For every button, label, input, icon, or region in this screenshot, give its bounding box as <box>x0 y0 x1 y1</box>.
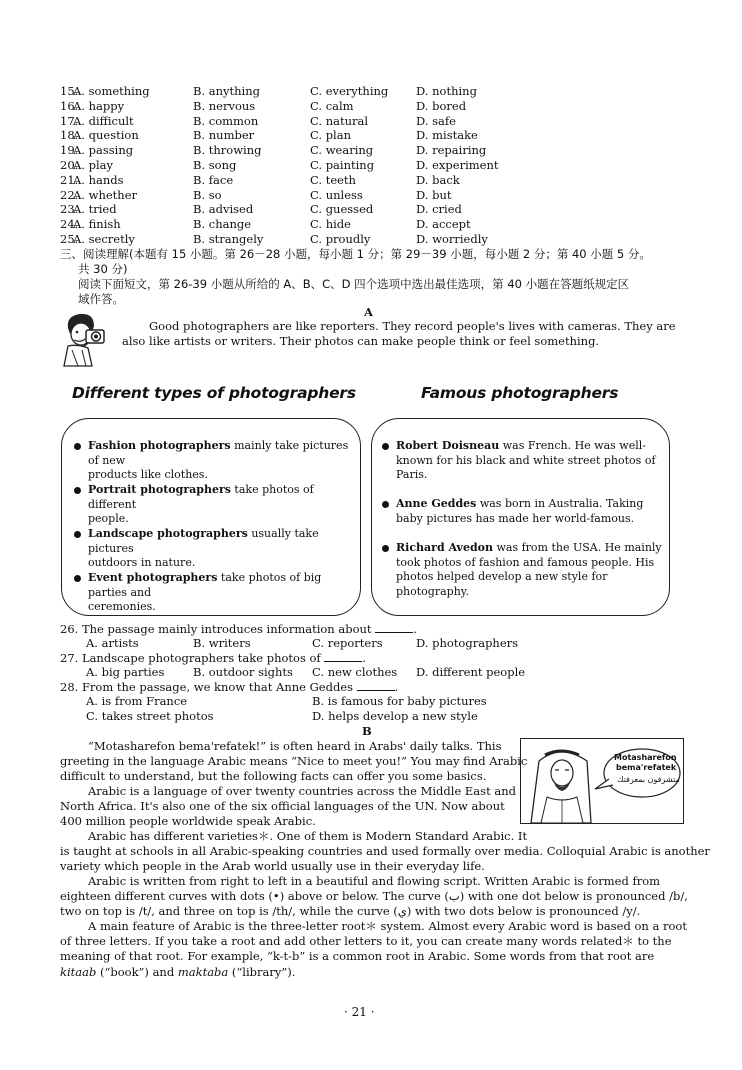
gloss: (“book”) and <box>96 964 178 979</box>
option-a: A. big parties <box>86 665 165 679</box>
desc: was from the USA. He mainly <box>492 541 662 554</box>
question-number: 24. <box>60 217 79 232</box>
option-b: B. advised <box>193 202 254 217</box>
bullet-icon <box>382 501 389 508</box>
desc: took photos of fashion and famous people. His <box>396 555 655 569</box>
option-c: C. wearing <box>310 143 374 158</box>
option-d: D. worriedly <box>416 232 488 246</box>
cloze-option-row <box>60 173 700 188</box>
question-28-options-1 <box>60 694 700 709</box>
question-27: 27. Landscape photographers take photos of . <box>60 651 366 665</box>
question-stem: 27. Landscape photographers take photos of <box>60 651 321 665</box>
option-c: C. hide <box>310 217 351 232</box>
passage-b-line: 400 million people worldwide speak Arabic. <box>60 814 316 829</box>
question-number: 25. <box>60 232 79 246</box>
arabic-word: kitaab <box>60 964 97 979</box>
option-b: B. change <box>193 217 252 232</box>
option-a: A. finish <box>73 217 121 232</box>
desc: baby pictures has made her world-famous. <box>396 511 635 525</box>
famous-photographers-box <box>371 418 670 616</box>
cloze-option-row <box>60 202 700 217</box>
passage-b-line: Arabic is a language of over twenty countries across the Middle East and <box>88 784 516 798</box>
cloze-option-row <box>60 84 700 99</box>
passage-b-line <box>60 965 295 979</box>
option-d: D. different people <box>416 665 526 679</box>
desc: people. <box>88 512 129 525</box>
passage-b-label: B <box>362 724 372 738</box>
cloze-option-row <box>60 188 700 203</box>
passage-a-intro-2: also like artists or writers. Their photos can make people think or feel something. <box>122 334 600 348</box>
question-stem: 28. From the passage, we know that Anne Geddes <box>60 680 354 694</box>
option-b: B. face <box>193 172 234 187</box>
option-b: B. so <box>193 187 222 202</box>
desc: photos helped develop a new style for photography. <box>396 570 608 598</box>
option-a: A. happy <box>73 98 125 113</box>
desc: usually take pictures <box>88 527 319 555</box>
passage-a-intro-1: Good photographers are like reporters. They record people's lives with cameras. They are <box>149 319 676 333</box>
option-a: A. passing <box>73 143 134 158</box>
passage-b-line: eighteen different curves with dots (•) above or below. The curve (ب) with one dot below is pronounced /b/, <box>60 889 688 904</box>
passage-b-line: “Motasharefon bema'refatek!” is often heard in Arabs' daily talks. This <box>88 739 502 753</box>
bullet-icon <box>74 531 81 538</box>
option-d: D. mistake <box>416 128 478 143</box>
desc: take photos of different <box>88 483 314 511</box>
option-d: D. experiment <box>416 158 499 172</box>
cloze-option-row <box>60 128 700 143</box>
bullet-icon <box>74 443 81 450</box>
question-26-options <box>60 636 700 651</box>
option-c: C. calm <box>310 98 354 113</box>
desc: was French. He was well- <box>499 439 646 452</box>
term: Fashion photographers <box>88 439 231 452</box>
speech-bubble-line-1: Motasharefon <box>614 753 677 762</box>
bullet-icon <box>382 443 389 450</box>
option-d: D. accept <box>416 217 471 232</box>
term: Landscape photographers <box>88 527 248 540</box>
desc: products like clothes. <box>88 468 208 481</box>
desc: ceremonies. <box>88 600 156 613</box>
option-c: C. guessed <box>310 202 374 217</box>
desc: was born in Australia. Taking <box>476 497 644 510</box>
option-c: C. plan <box>310 128 352 143</box>
option-c: C. teeth <box>310 172 356 187</box>
question-26: 26. The passage mainly introduces information about . <box>60 622 417 636</box>
answer-blank <box>357 680 395 691</box>
option-a: A. is from France <box>86 694 188 708</box>
option-a: A. difficult <box>73 113 134 128</box>
option-b: B. is famous for baby pictures <box>312 694 487 708</box>
cloze-option-row <box>60 99 700 114</box>
question-number: 20. <box>60 158 79 172</box>
speech-bubble-line-2: bema'refatek <box>616 763 677 772</box>
term: Portrait photographers <box>88 483 231 496</box>
term: Robert Doisneau <box>396 439 500 452</box>
option-a: A. hands <box>73 172 124 187</box>
cloze-option-row <box>60 232 700 247</box>
option-b: B. writers <box>193 636 251 650</box>
speech-bubble-arabic: متشرفون بمعرفتك <box>617 775 680 784</box>
passage-b-line: Arabic has different varieties＊. One of them is Modern Standard Arabic. It <box>88 829 528 843</box>
passage-b-line: of three letters. If you take a root and add other letters to it, you can create many words related＊ to the <box>60 934 672 949</box>
photographer-types-box <box>61 418 361 616</box>
option-d: D. safe <box>416 113 456 128</box>
option-a: A. artists <box>86 636 139 650</box>
option-a: A. something <box>73 84 150 98</box>
option-c: C. reporters <box>312 636 383 650</box>
passage-b-line: variety which people in the Arab world usually use in their everyday life. <box>60 859 485 874</box>
option-d: D. photographers <box>416 636 519 650</box>
passage-b-line: meaning of that root. For example, “k-t-b” is a common root in Arabic. Some words from that root are <box>60 949 655 964</box>
passage-b-line: A main feature of Arabic is the three-letter root＊ system. Almost every Arabic word is based on a root <box>88 919 687 933</box>
section-heading-score: 共 30 分) <box>78 262 128 276</box>
option-d: D. helps develop a new style <box>312 709 478 723</box>
question-number: 21. <box>60 172 79 187</box>
cloze-option-row <box>60 217 700 232</box>
option-c: C. painting <box>310 158 375 172</box>
option-a: A. play <box>73 158 114 172</box>
page-number: · 21 · <box>344 1005 375 1019</box>
option-b: B. outdoor sights <box>193 665 293 679</box>
option-c: C. everything <box>310 84 389 98</box>
option-d: D. nothing <box>416 84 477 98</box>
option-b: B. throwing <box>193 143 262 158</box>
question-number: 15. <box>60 84 79 98</box>
cloze-option-row <box>60 114 700 129</box>
question-28: 28. From the passage, we know that Anne Geddes . <box>60 680 399 694</box>
passage-b-line: is taught at schools in all Arabic-speaking countries and used formally over media. Colloquial Arabic is another <box>60 844 710 859</box>
question-number: 23. <box>60 202 79 217</box>
option-c: C. proudly <box>310 232 371 246</box>
question-number: 17. <box>60 113 79 128</box>
photographer-illustration <box>58 310 114 368</box>
desc: Paris. <box>396 468 428 481</box>
option-b: B. number <box>193 128 255 143</box>
bullet-icon <box>382 545 389 552</box>
answer-blank <box>375 622 413 633</box>
passage-b-line: two on top is /t/, and three on top is /th/, while the curve (ي) with two dots below is pronounced /y/. <box>60 904 641 919</box>
section-heading: 三、阅读理解(本题有 15 小题。第 26－28 小题，每小题 1 分；第 29－39 小题，每小题 2 分；第 40 小题 5 分。 <box>60 247 651 261</box>
left-box-title: Different types of photographers <box>72 384 356 402</box>
answer-blank <box>324 651 362 662</box>
option-d: D. but <box>416 187 452 202</box>
cloze-option-row <box>60 143 700 158</box>
option-c: C. new clothes <box>312 665 398 679</box>
question-number: 18. <box>60 128 79 143</box>
option-b: B. strangely <box>193 232 264 246</box>
question-28-options-2 <box>60 709 700 724</box>
term: Richard Avedon <box>396 541 493 554</box>
right-box-title: Famous photographers <box>421 384 619 402</box>
passage-b-line: difficult to understand, but the following facts can offer you some basics. <box>60 769 487 784</box>
passage-a-label: A <box>364 305 373 319</box>
option-a: A. whether <box>73 187 138 202</box>
bullet-icon <box>74 487 81 494</box>
arabic-speaker-illustration <box>520 738 684 824</box>
option-b: B. song <box>193 158 237 172</box>
section-instructions-cont: 域作答。 <box>78 292 124 306</box>
question-number: 22. <box>60 187 79 202</box>
option-b: B. common <box>193 113 259 128</box>
term: Anne Geddes <box>396 497 477 510</box>
option-c: C. natural <box>310 113 369 128</box>
question-27-options <box>60 665 700 680</box>
option-d: D. bored <box>416 98 467 113</box>
desc: mainly take pictures of new <box>88 439 349 467</box>
option-d: D. cried <box>416 202 462 217</box>
cloze-option-row <box>60 158 700 173</box>
question-number: 16. <box>60 98 79 113</box>
option-c: C. unless <box>310 187 363 202</box>
arabic-word: maktaba <box>177 964 229 979</box>
question-stem: 26. The passage mainly introduces information about <box>60 622 372 636</box>
question-number: 19. <box>60 143 79 158</box>
term: Event photographers <box>88 571 218 584</box>
desc: known for his black and white street photos of <box>396 453 656 467</box>
desc: outdoors in nature. <box>88 556 196 569</box>
option-d: D. repairing <box>416 143 487 158</box>
option-b: B. nervous <box>193 98 256 113</box>
option-c: C. takes street photos <box>86 709 214 723</box>
passage-b-line: North Africa. It's also one of the six official languages of the UN. Now about <box>60 799 505 814</box>
option-a: A. secretly <box>73 232 135 246</box>
desc: take photos of big parties and <box>88 571 322 599</box>
passage-b-line: Arabic is written from right to left in a beautiful and flowing script. Written Arabic is formed from <box>88 874 661 888</box>
option-d: D. back <box>416 172 460 187</box>
option-a: A. question <box>73 128 139 143</box>
option-b: B. anything <box>193 84 260 98</box>
bullet-icon <box>74 575 81 582</box>
passage-b-line: greeting in the language Arabic means “Nice to meet you!” You may find Arabic <box>60 754 528 769</box>
option-a: A. tried <box>73 202 117 217</box>
gloss: (“library”). <box>228 964 296 979</box>
section-instructions: 阅读下面短文，第 26-39 小题从所给的 A、B、C、D 四个选项中选出最佳选项，第 40 小题在答题纸规定区 <box>78 277 630 291</box>
